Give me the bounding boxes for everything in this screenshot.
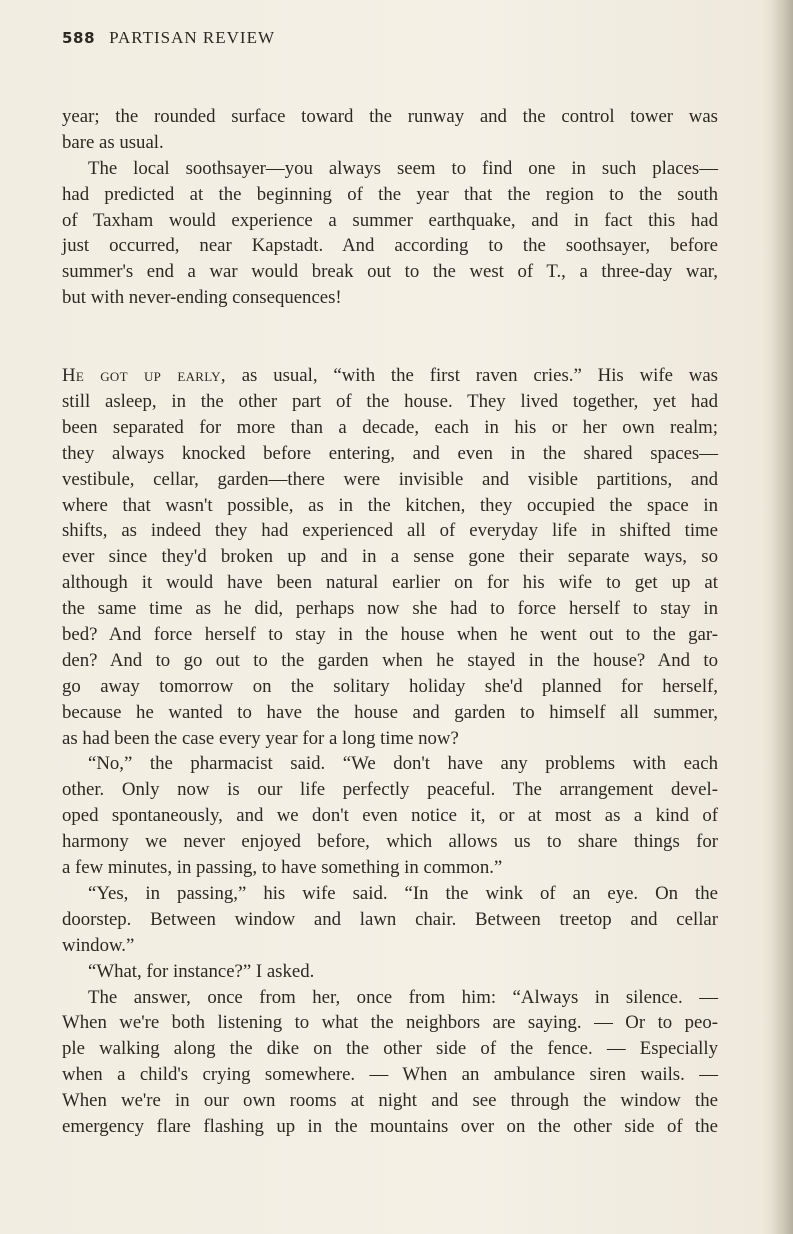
text-line: ever since they'd broken up and in a sense gone their separate ways, so — [62, 546, 718, 568]
text-line: they always knocked before entering, and even in the shared spaces— — [62, 442, 718, 464]
text-line: just occurred, near Kapstadt. And according to the soothsayer, before — [62, 235, 718, 257]
text-line: “Yes, in passing,” his wife said. “In the wink of an eye. On the — [88, 882, 718, 904]
text-line: other. Only now is our life perfectly peaceful. The arrangement devel- — [62, 779, 718, 801]
text-line: of Taxham would experience a summer earthquake, and in fact this had — [62, 209, 718, 231]
text-line: When we're both listening to what the neighbors are saying. — Or to peo- — [62, 1012, 718, 1034]
text-line: The answer, once from her, once from him: “Always in silence. — — [88, 986, 718, 1008]
text-line: a few minutes, in passing, to have something in common.” — [62, 857, 503, 879]
page-number: 588 — [62, 29, 96, 47]
text-line: although it would have been natural earlier on for his wife to get up at — [62, 572, 718, 594]
text-line: where that wasn't possible, as in the kitchen, they occupied the space in — [62, 494, 718, 516]
text-line: oped spontaneously, and we don't even notice it, or at most as a kind of — [62, 805, 718, 827]
text-line: den? And to go out to the garden when he stayed in the house? And to — [62, 649, 718, 671]
text-line: when a child's crying somewhere. — When an ambulance siren wails. — — [62, 1064, 718, 1086]
text-line: still asleep, in the other part of the house. They lived together, yet had — [62, 391, 718, 413]
text-line: emergency flare flashing up in the mountains over on the other side of the — [62, 1115, 718, 1137]
text-line: “What, for instance?” I asked. — [88, 960, 315, 982]
body-text — [62, 104, 718, 1140]
text-line: been separated for more than a decade, each in his or her own realm; — [62, 416, 718, 438]
text-line: but with never-ending consequences! — [62, 287, 342, 309]
text-line: go away tomorrow on the solitary holiday she'd planned for herself, — [62, 675, 718, 697]
journal-title: PARTISAN REVIEW — [109, 28, 276, 47]
text-line: had predicted at the beginning of the year that the region to the south — [62, 183, 718, 205]
text-line: bed? And force herself to stay in the house when he went out to the gar- — [62, 624, 718, 646]
text-line: summer's end a war would break out to the west of T., a three-day war, — [62, 261, 718, 283]
section-opening-smallcaps: He got up early, — [62, 365, 226, 387]
text-line: shifts, as indeed they had experienced all of everyday life in shifted time — [62, 520, 718, 542]
text-line: “No,” the pharmacist said. “We don't have any problems with each — [88, 753, 718, 775]
text-line: When we're in our own rooms at night and see through the window the — [62, 1090, 718, 1112]
section-2 — [62, 363, 718, 1140]
page-gutter-shadow — [771, 0, 793, 1234]
text-line: year; the rounded surface toward the runway and the control tower was — [62, 106, 718, 127]
text-line: The local soothsayer—you always seem to find one in such places— — [88, 157, 718, 179]
text-line: doorstep. Between window and lawn chair. Between treetop and cellar — [62, 908, 718, 930]
text-line: vestibule, cellar, garden—there were invisible and visible partitions, and — [62, 468, 718, 490]
text-line: bare as usual. — [62, 131, 164, 153]
section-opening-rest: as usual, “with the first raven cries.” His wife was — [225, 365, 718, 387]
text-line: as had been the case every year for a long time now? — [62, 727, 459, 749]
text-line: window.” — [62, 934, 135, 956]
text-line: ple walking along the dike on the other side of the fence. — Especially — [62, 1038, 718, 1060]
section-1 — [62, 104, 718, 311]
running-head — [62, 28, 275, 48]
text-line: harmony we never enjoyed before, which allows us to share things for — [62, 831, 718, 853]
text-line — [62, 363, 718, 389]
text-line: because he wanted to have the house and garden to himself all summer, — [62, 701, 718, 723]
section-break — [62, 311, 718, 363]
text-line: the same time as he did, perhaps now she had to force herself to stay in — [62, 598, 718, 620]
